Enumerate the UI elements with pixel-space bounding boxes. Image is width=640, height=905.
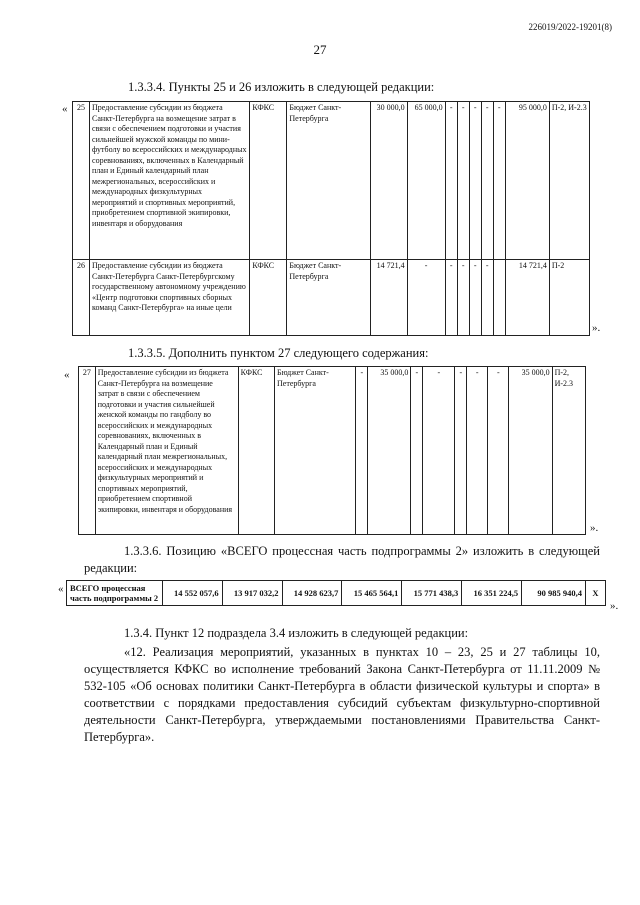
total-value: 14 928 623,7 bbox=[282, 581, 342, 606]
table-total bbox=[66, 580, 606, 606]
open-quote: « bbox=[64, 369, 70, 381]
row-name: Предоставление субсидии из бюджета Санкт-Петербурга Санкт-Петербургскому государственному автономному учреждению «Центр подготовки спортивных сборных команд Санкт-Петербурга» на иные цели bbox=[90, 260, 250, 336]
row-value: - bbox=[423, 367, 455, 535]
total-value: 14 552 057,6 bbox=[162, 581, 222, 606]
row-value: - bbox=[411, 367, 423, 535]
total-value: X bbox=[586, 581, 606, 606]
close-quote: ». bbox=[610, 600, 619, 612]
row-value: - bbox=[407, 260, 445, 336]
heading-1335: 1.3.3.5. Дополнить пунктом 27 следующего содержания: bbox=[128, 346, 429, 360]
row-reference: П-2, И-2.3 bbox=[552, 367, 585, 535]
total-value: 16 351 224,5 bbox=[462, 581, 522, 606]
table-row bbox=[73, 260, 590, 336]
row-total: 14 721,4 bbox=[505, 260, 549, 336]
row-source: Бюджет Санкт-Петербурга bbox=[287, 102, 370, 260]
total-value: 13 917 032,2 bbox=[222, 581, 282, 606]
row-value: - bbox=[455, 367, 467, 535]
row-value: 65 000,0 bbox=[407, 102, 445, 260]
row-value bbox=[493, 260, 505, 336]
document-number: 226019/2022-19201(8) bbox=[528, 22, 612, 32]
row-number: 26 bbox=[73, 260, 90, 336]
total-value: 90 985 940,4 bbox=[522, 581, 586, 606]
row-number: 25 bbox=[73, 102, 90, 260]
table-item-27 bbox=[78, 366, 586, 535]
row-executor: КФКС bbox=[238, 367, 274, 535]
row-value: - bbox=[469, 102, 481, 260]
close-quote: ». bbox=[592, 322, 601, 334]
row-value: - bbox=[457, 260, 469, 336]
row-total: 95 000,0 bbox=[505, 102, 549, 260]
close-quote: ». bbox=[590, 522, 599, 534]
row-value: - bbox=[469, 260, 481, 336]
row-source: Бюджет Санкт-Петербурга bbox=[275, 367, 356, 535]
row-total: 35 000,0 bbox=[509, 367, 552, 535]
table-items-25-26 bbox=[72, 101, 590, 336]
paragraph-134: «12. Реализация мероприятий, указанных в пунктах 10 – 23, 25 и 27 таблицы 10, осуществляется КФКС во исполнение требований Закона Санкт-Петербурга от 11.11.2009 № 532-105 «Об основах политики Санкт-Петербурга в области физической культуры и спорта» в соответствии с порядками предоставления субсидий субъектам физкультурно-спортивной деятельности Санкт-Петербурга, утверждаемыми постановлениями Правительства Санкт-Петербурга». bbox=[84, 645, 600, 744]
open-quote: « bbox=[62, 103, 68, 115]
row-value: - bbox=[445, 260, 457, 336]
row-value: - bbox=[467, 367, 488, 535]
table-row bbox=[73, 102, 590, 260]
page-number: 27 bbox=[313, 42, 327, 57]
row-executor: КФКС bbox=[250, 260, 287, 336]
row-name: Предоставление субсидии из бюджета Санкт-Петербурга на возмещение затрат в связи с обеспечением подготовки и участия сильнейшей мужской команды по мини-футболу во всероссийских и международных соревнованиях, включенных в Календарный план и Единый календарный план межрегиональных, всероссийских и международных физкультурных мероприятий и спортивных мероприятий, приобретением спортивной экипировки, инвентаря и оборудования bbox=[90, 102, 250, 260]
row-value: - bbox=[457, 102, 469, 260]
row-value: - bbox=[481, 102, 493, 260]
total-value: 15 771 438,3 bbox=[402, 581, 462, 606]
row-source: Бюджет Санкт-Петербурга bbox=[287, 260, 370, 336]
row-value: - bbox=[488, 367, 509, 535]
table-row bbox=[67, 581, 606, 606]
row-executor: КФКС bbox=[250, 102, 287, 260]
row-value: - bbox=[493, 102, 505, 260]
row-number: 27 bbox=[79, 367, 96, 535]
row-name: Предоставление субсидии из бюджета Санкт-Петербурга на возмещение затрат в связи с обеспечением подготовки и участия сильнейшей женской команды по гандболу во всероссийских и международных соревнованиях, включенных в Календарный план и Единый календарный план межрегиональных, всероссийских и международных физкультурных мероприятий и спортивных мероприятий, приобретением спортивной экипировки, инвентаря и оборудования bbox=[95, 367, 238, 535]
heading-1336: 1.3.3.6. Позицию «ВСЕГО процессная часть подпрограммы 2» изложить в следующей редакции: bbox=[84, 544, 600, 575]
row-reference: П-2 bbox=[549, 260, 589, 336]
row-value: - bbox=[445, 102, 457, 260]
row-value: 35 000,0 bbox=[368, 367, 411, 535]
row-value: - bbox=[356, 367, 368, 535]
row-value: 30 000,0 bbox=[370, 102, 407, 260]
heading-134: 1.3.4. Пункт 12 подраздела 3.4 изложить в следующей редакции: bbox=[124, 626, 469, 640]
row-value: 14 721,4 bbox=[370, 260, 407, 336]
open-quote: « bbox=[58, 583, 64, 595]
heading-1334: 1.3.3.4. Пункты 25 и 26 изложить в следующей редакции: bbox=[128, 80, 435, 94]
row-reference: П-2, И-2.3 bbox=[549, 102, 589, 260]
total-value: 15 465 564,1 bbox=[342, 581, 402, 606]
table-row bbox=[79, 367, 586, 535]
row-value: - bbox=[481, 260, 493, 336]
total-label: ВСЕГО процессная часть подпрограммы 2 bbox=[67, 581, 163, 606]
